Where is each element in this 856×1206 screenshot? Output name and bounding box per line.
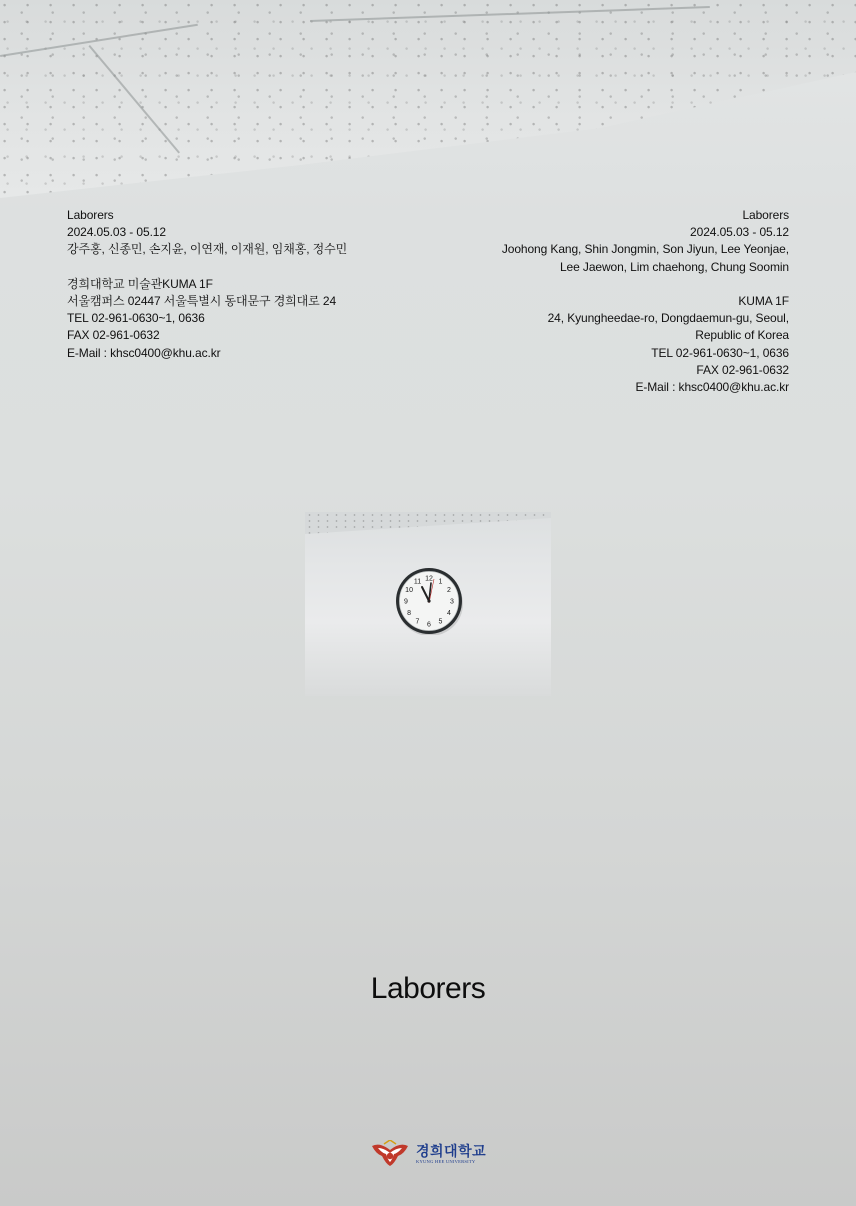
korean-info-block [67, 207, 347, 362]
clock-photo [305, 512, 551, 696]
clock-numeral: 10 [405, 587, 413, 594]
clock-numeral: 12 [425, 575, 433, 583]
wall-clock-icon [395, 567, 463, 635]
clock-numeral: 5 [438, 618, 443, 626]
email: E-Mail : khsc0400@khu.ac.kr [635, 380, 789, 395]
clock-numeral: 6 [427, 621, 431, 629]
exhibition-dates: 2024.05.03 - 05.12 [67, 225, 166, 240]
fax: FAX 02-961-0632 [67, 328, 160, 343]
ceiling-background [0, 0, 856, 200]
address: 24, Kyungheedae-ro, Dongdaemun-gu, Seoul, [547, 311, 789, 326]
university-logo [370, 1138, 486, 1170]
clock-numeral: 9 [404, 598, 408, 606]
phone: TEL 02-961-0630~1, 0636 [651, 345, 789, 360]
english-info-block [502, 207, 789, 396]
photo-ceiling [305, 512, 551, 536]
university-emblem-icon [370, 1140, 410, 1168]
clock-numeral: 3 [450, 598, 454, 606]
artist-names-continued: Lee Jaewon, Lim chaehong, Chung Soomin [559, 259, 789, 274]
email: E-Mail : khsc0400@khu.ac.kr [67, 345, 221, 360]
artist-names: 강주홍, 신종민, 손지윤, 이연재, 이재원, 임채홍, 정수민 [67, 242, 348, 257]
phone: TEL 02-961-0630~1, 0636 [67, 311, 205, 326]
clock-numeral: 7 [415, 618, 420, 626]
clock-numeral: 8 [407, 610, 412, 617]
logo-english-name: KYUNG HEE UNIVERSITY [416, 1158, 476, 1164]
venue: 경희대학교 미술관KUMA 1F [67, 276, 213, 291]
clock-numeral: 1 [438, 578, 443, 586]
fax: FAX 02-961-0632 [696, 362, 789, 377]
country: Republic of Korea [695, 328, 789, 343]
address: 서울캠퍼스 02447 서울특별시 동대문구 경희대로 24 [67, 294, 337, 308]
clock-numeral: 11 [413, 578, 422, 586]
exhibition-dates: 2024.05.03 - 05.12 [690, 225, 789, 240]
logo-korean-name: 경희대학교 [416, 1142, 487, 1159]
venue: KUMA 1F [738, 294, 789, 308]
exhibition-title: Laborers [742, 208, 789, 222]
exhibition-title: Laborers [67, 208, 114, 222]
poster-title: Laborers [370, 972, 486, 1005]
clock-numeral: 4 [446, 610, 451, 617]
clock-numeral: 2 [446, 587, 451, 594]
artist-names: Joohong Kang, Shin Jongmin, Son Jiyun, Lee Yeonjae, [501, 242, 789, 257]
